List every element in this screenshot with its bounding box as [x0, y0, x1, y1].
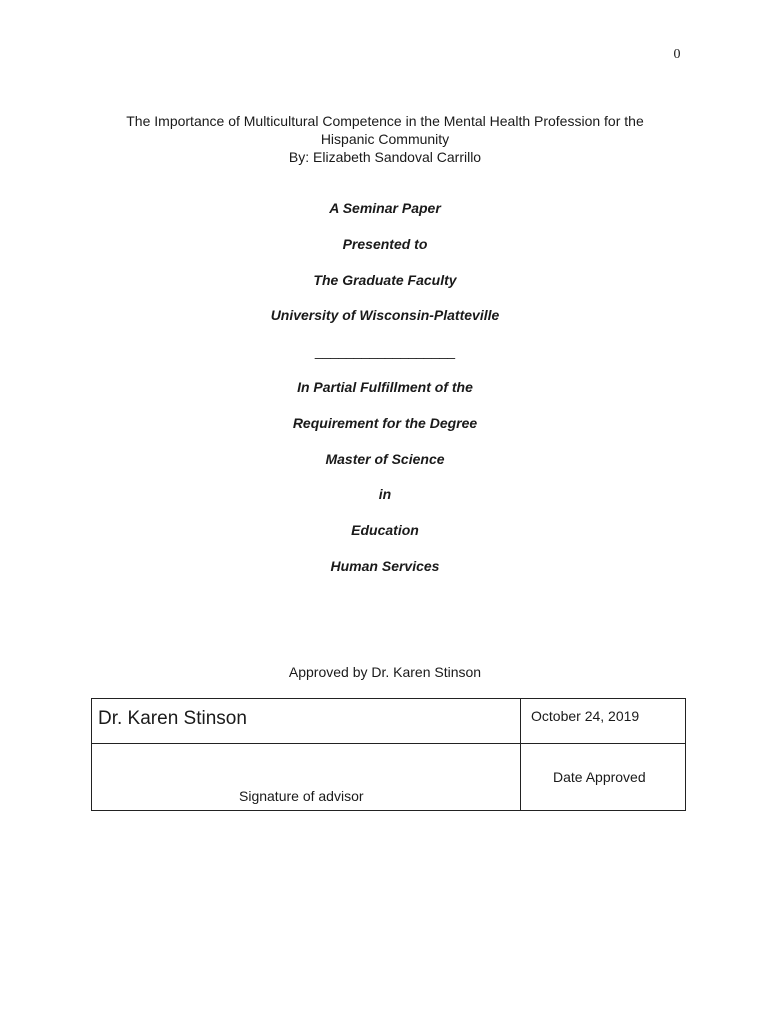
requirement-label: Requirement for the Degree [292, 415, 478, 431]
author-line: By: Elizabeth Sandoval Carrillo [288, 149, 482, 165]
approval-date-cell: October 24, 2019 [531, 708, 640, 724]
title-block [60, 112, 710, 166]
page-number: 0 [673, 47, 681, 62]
graduate-faculty-label: The Graduate Faculty [313, 272, 457, 288]
date-approved-label: Date Approved [553, 769, 646, 785]
approved-by-line: Approved by Dr. Karen Stinson [288, 664, 482, 680]
signature-of-advisor-label: Signature of advisor [239, 788, 364, 804]
presented-to-label: Presented to [342, 236, 428, 252]
table-row-divider [92, 743, 685, 744]
approval-table [91, 698, 686, 811]
field-label: Education [351, 522, 419, 538]
in-label: in [378, 486, 392, 502]
paper-title-line-2: Hispanic Community [320, 131, 450, 147]
table-column-divider [520, 699, 521, 810]
university-label: University of Wisconsin-Platteville [270, 307, 500, 323]
degree-label: Master of Science [325, 451, 445, 467]
paper-title-line-1: The Importance of Multicultural Competence in the Mental Health Profession for the [126, 113, 644, 129]
program-label: Human Services [330, 558, 440, 574]
partial-fulfillment-label: In Partial Fulfillment of the [297, 379, 473, 395]
divider-line: __________________ [314, 343, 456, 359]
seminar-paper-label: A Seminar Paper [329, 200, 441, 216]
advisor-name-cell: Dr. Karen Stinson [98, 708, 247, 729]
